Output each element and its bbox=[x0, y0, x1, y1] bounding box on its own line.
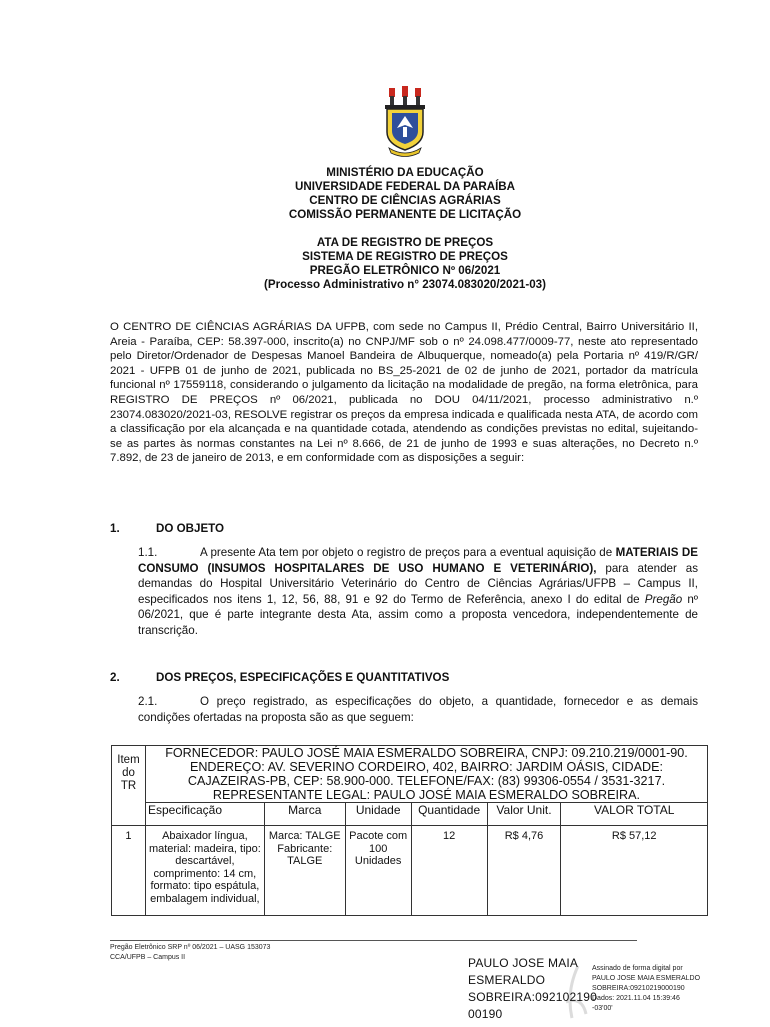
header-line: UNIVERSIDADE FEDERAL DA PARAÍBA bbox=[294, 180, 516, 193]
footer-line: CCA/UFPB – Campus II bbox=[110, 954, 186, 961]
ufpb-crest-logo bbox=[381, 86, 429, 158]
column-header: Valor Unit. bbox=[487, 803, 561, 826]
clause-text: O preço registrado, as especificações do objeto, a quantidade, fornecedor e as demais condições ofertadas na proposta são as que seguem: bbox=[138, 695, 698, 724]
signature-name-line: ESMERALDO bbox=[468, 973, 546, 987]
signature-detail-line: -03'00' bbox=[592, 1005, 613, 1012]
title-line: PREGÃO ELETRÔNICO Nº 06/2021 bbox=[309, 264, 501, 277]
clause-italic-text: Pregão bbox=[644, 592, 683, 606]
supplier-line: CAJAZEIRAS-PB, CEP: 58.900-000. TELEFONE/FAX: (83) 99306-0554 / 3531-3217. bbox=[187, 774, 666, 788]
signature-name-line: PAULO JOSE MAIA bbox=[468, 956, 579, 970]
item-header: Item do TR bbox=[112, 746, 146, 826]
intro-paragraph: O CENTRO DE CIÊNCIAS AGRÁRIAS DA UFPB, com sede no Campus II, Prédio Central, Bairro Universitário II, Areia - Paraíba, CEP: 58.397-000, inscrito(a) no CNPJ/MF sob o nº 24.098.477/0009-77, neste ato representado pelo Diretor/Ordenador de Despesas Manoel Bandeira de Albuquerque, nomeado(a) pela Portaria nº 419/R/GR/ 2021 - UFPB 01 de junho de 2021, publicada no BS_25-2021 de 02 de junho de 2021, portador da matrícula funcional nº 17559118, considerando o julgamento da licitação na modalidade de pregão, na forma eletrônica, para REGISTRO DE PREÇOS nº 06/2021, publicada no DOU 04/11/2021, processo administrativo n.º 23074.083020/2021-03, RESOLVE registrar os preços da empresa indicada e qualificada nesta ATA, de acordo com a classificação por ela alcançada e na quantidade cotada, atendendo as condições previstas no edital, sujeitando-se as partes às normas constantes na Lei nº 8.666, de 21 de junho de 1993 e suas alterações, no Decreto n.º 7.892, de 23 de janeiro de 2013, e em conformidade com as disposições a seguir: bbox=[110, 321, 698, 465]
footer-text bbox=[110, 943, 270, 963]
supplier-line: REPRESENTANTE LEGAL: PAULO JOSÉ MAIA ESMERALDO SOBREIRA. bbox=[212, 788, 641, 802]
column-header: Unidade bbox=[345, 803, 411, 826]
signature-name-line: SOBREIRA:092102190 bbox=[468, 990, 598, 1004]
table-row bbox=[112, 826, 708, 916]
document-title bbox=[0, 236, 770, 292]
section-2-number: 2. bbox=[110, 671, 120, 684]
title-line: ATA DE REGISTRO DE PREÇOS bbox=[316, 236, 494, 249]
header-line: CENTRO DE CIÊNCIAS AGRÁRIAS bbox=[309, 194, 501, 207]
clause-text: nº 06/2021, que é parte integrante desta Ata, assim como a proposta vencedora, independentemente de transcrição. bbox=[138, 592, 698, 637]
clause-bold-text: MATERIAIS DE CONSUMO (INSUMOS HOSPITALARES DE USO HUMANO E VETERINÁRIO), bbox=[138, 546, 698, 575]
unit-cell: Pacote com 100 Unidades bbox=[345, 826, 411, 916]
clause-text: A presente Ata tem por objeto o registro de preços para a eventual aquisição de bbox=[200, 546, 616, 559]
footer-divider bbox=[110, 940, 637, 941]
clause-number: 1.1. bbox=[138, 546, 158, 559]
section-1-title: DO OBJETO bbox=[156, 522, 225, 535]
price-table bbox=[111, 745, 708, 916]
signature-name-line: 00190 bbox=[468, 1007, 503, 1021]
column-header: Especificação bbox=[145, 803, 264, 826]
brand-cell: Marca: TALGE Fabricante: TALGE bbox=[264, 826, 345, 916]
supplier-line: FORNECEDOR: PAULO JOSÉ MAIA ESMERALDO SOBREIRA, CNPJ: 09.210.219/0001-90. bbox=[165, 746, 688, 760]
title-line: SISTEMA DE REGISTRO DE PREÇOS bbox=[302, 250, 508, 263]
section-2-clause bbox=[138, 694, 698, 725]
item-cell: 1 bbox=[112, 826, 146, 916]
signature-name bbox=[468, 955, 597, 1023]
signature-detail-line: SOBREIRA:09210219000190 bbox=[592, 985, 685, 992]
column-header: Quantidade bbox=[411, 803, 487, 826]
quantity-cell: 12 bbox=[411, 826, 487, 916]
signature-details bbox=[592, 964, 700, 1014]
signature-detail-line: Assinado de forma digital por bbox=[592, 965, 683, 972]
header-line: COMISSÃO PERMANENTE DE LICITAÇÃO bbox=[288, 208, 522, 221]
total-cell: R$ 57,12 bbox=[561, 826, 708, 916]
spec-cell: Abaixador língua, material: madeira, tipo: descartável, comprimento: 14 cm, formato: tipo espátula, embalagem individual, bbox=[145, 826, 264, 916]
section-1-number: 1. bbox=[110, 522, 120, 535]
institution-header bbox=[0, 166, 770, 222]
supplier-info bbox=[145, 746, 707, 803]
column-header: Marca bbox=[264, 803, 345, 826]
section-2-title: DOS PREÇOS, ESPECIFICAÇÕES E QUANTITATIVOS bbox=[156, 671, 450, 684]
signature-detail-line: Dados: 2021.11.04 15:39:46 bbox=[592, 995, 680, 1002]
column-header: VALOR TOTAL bbox=[561, 803, 708, 826]
signature-detail-line: PAULO JOSE MAIA ESMERALDO bbox=[592, 975, 701, 982]
header-line: MINISTÉRIO DA EDUCAÇÃO bbox=[326, 166, 484, 179]
unit-value-cell: R$ 4,76 bbox=[487, 826, 561, 916]
clause-number: 2.1. bbox=[138, 695, 158, 708]
footer-line: Pregão Eletrônico SRP nº 06/2021 – UASG 153073 bbox=[110, 944, 271, 951]
section-1-clause bbox=[138, 545, 698, 639]
supplier-line: ENDEREÇO: AV. SEVERINO CORDEIRO, 402, BAIRRO: JARDIM OÁSIS, CIDADE: bbox=[189, 760, 664, 774]
clause-text: para atender as demandas do Hospital Universitário Veterinário do Centro de Ciências Agrárias/UFPB – Campus II, especificados nos itens 1, 12, 56, 88, 91 e 92 do Termo de Referência, anexo I do edital de bbox=[138, 561, 698, 606]
title-line: (Processo Administrativo n° 23074.083020/2021-03) bbox=[264, 278, 546, 291]
